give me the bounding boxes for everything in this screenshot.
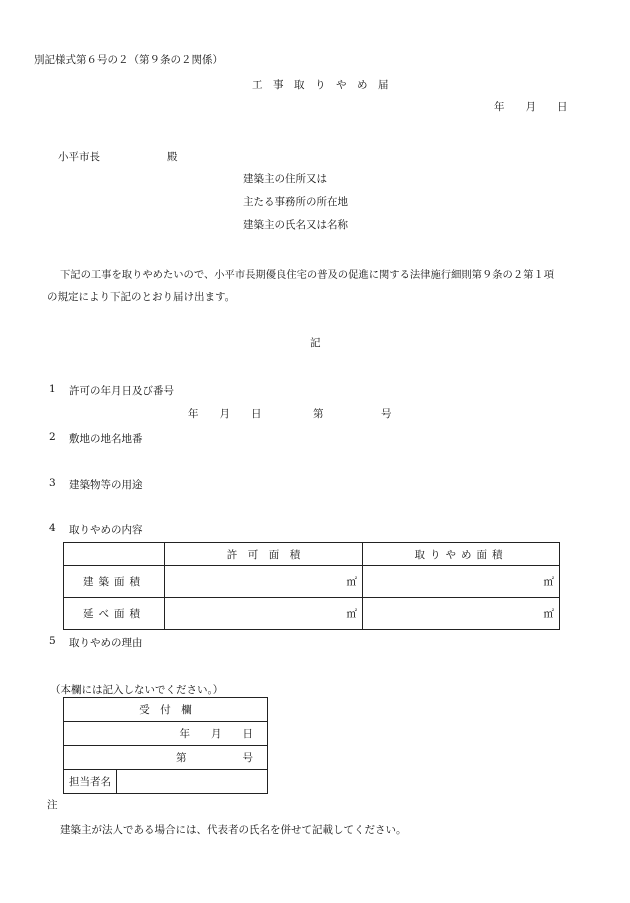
reception-title-row — [64, 698, 268, 722]
table-row — [64, 566, 560, 598]
building-area-permitted-field[interactable]: ㎡ — [165, 566, 363, 598]
item-2-label: 敷地の地名地番 — [69, 433, 143, 445]
reception-staff-row — [64, 770, 268, 794]
area-table-header-permitted: 許 可 面 積 — [165, 543, 363, 566]
item-3-label: 建築物等の用途 — [69, 479, 143, 491]
owner-address-label-2: 主たる事務所の所在地 — [243, 196, 348, 208]
row-label-total-floor-area: 延べ面積 — [64, 598, 165, 630]
item-1-no-suffix: 号 — [381, 408, 392, 420]
reception-number — [64, 746, 268, 770]
row-label-building-area: 建築面積 — [64, 566, 165, 598]
office-use-note: （本欄には記入しないでください。） — [50, 684, 224, 696]
reception-number-row — [64, 746, 268, 770]
reception-title: 受 付 欄 — [64, 698, 268, 722]
form-title: 工 事 取 り や め 届 — [252, 79, 389, 91]
form-number: 別記様式第６号の２（第９条の２関係） — [34, 54, 223, 66]
item-2-number: 2 — [49, 431, 56, 443]
item-4-number: 4 — [49, 522, 56, 534]
building-area-cancelled-field[interactable]: ㎡ — [363, 566, 560, 598]
owner-name-label: 建築主の氏名又は名称 — [243, 219, 348, 231]
footnote-label: 注 — [47, 799, 58, 811]
item-1-label: 許可の年月日及び番号 — [69, 385, 174, 397]
area-table — [63, 542, 560, 630]
area-table-corner-cell — [64, 543, 165, 566]
body-line-1: 下記の工事を取りやめたいので、小平市長期優良住宅の普及の促進に関する法律施行細則第９条の２第１項 — [60, 269, 555, 281]
reception-table — [63, 697, 268, 794]
table-row — [64, 598, 560, 630]
addressee-mayor: 小平市長 — [58, 151, 100, 163]
reception-no-prefix: 第 — [176, 752, 187, 764]
ki-heading: 記 — [310, 337, 321, 349]
floor-area-permitted-field[interactable]: ㎡ — [165, 598, 363, 630]
staff-label: 担当者名 — [64, 770, 117, 794]
area-table-header-cancelled: 取りやめ面積 — [363, 543, 560, 566]
addressee-honorific: 殿 — [167, 151, 178, 163]
item-5-number: 5 — [49, 635, 56, 647]
submission-date: 年 月 日 — [494, 101, 568, 113]
floor-area-cancelled-field[interactable]: ㎡ — [363, 598, 560, 630]
reception-no-suffix: 号 — [242, 752, 253, 764]
staff-field[interactable] — [117, 770, 268, 794]
item-1-date: 年 月 日 — [188, 408, 262, 420]
item-5-label: 取りやめの理由 — [69, 637, 143, 649]
area-table-header-row — [64, 543, 560, 566]
footnote-text: 建築主が法人である場合には、代表者の氏名を併せて記載してください。 — [60, 824, 407, 836]
owner-address-label-1: 建築主の住所又は — [243, 173, 327, 185]
body-line-2: の規定により下記のとおり届け出ます。 — [47, 291, 236, 303]
item-4-label: 取りやめの内容 — [69, 524, 143, 536]
item-1-number: 1 — [49, 383, 56, 395]
reception-date-row — [64, 722, 268, 746]
item-3-number: 3 — [49, 477, 56, 489]
reception-date: 年 月 日 — [64, 722, 268, 746]
item-1-no-prefix: 第 — [313, 408, 324, 420]
